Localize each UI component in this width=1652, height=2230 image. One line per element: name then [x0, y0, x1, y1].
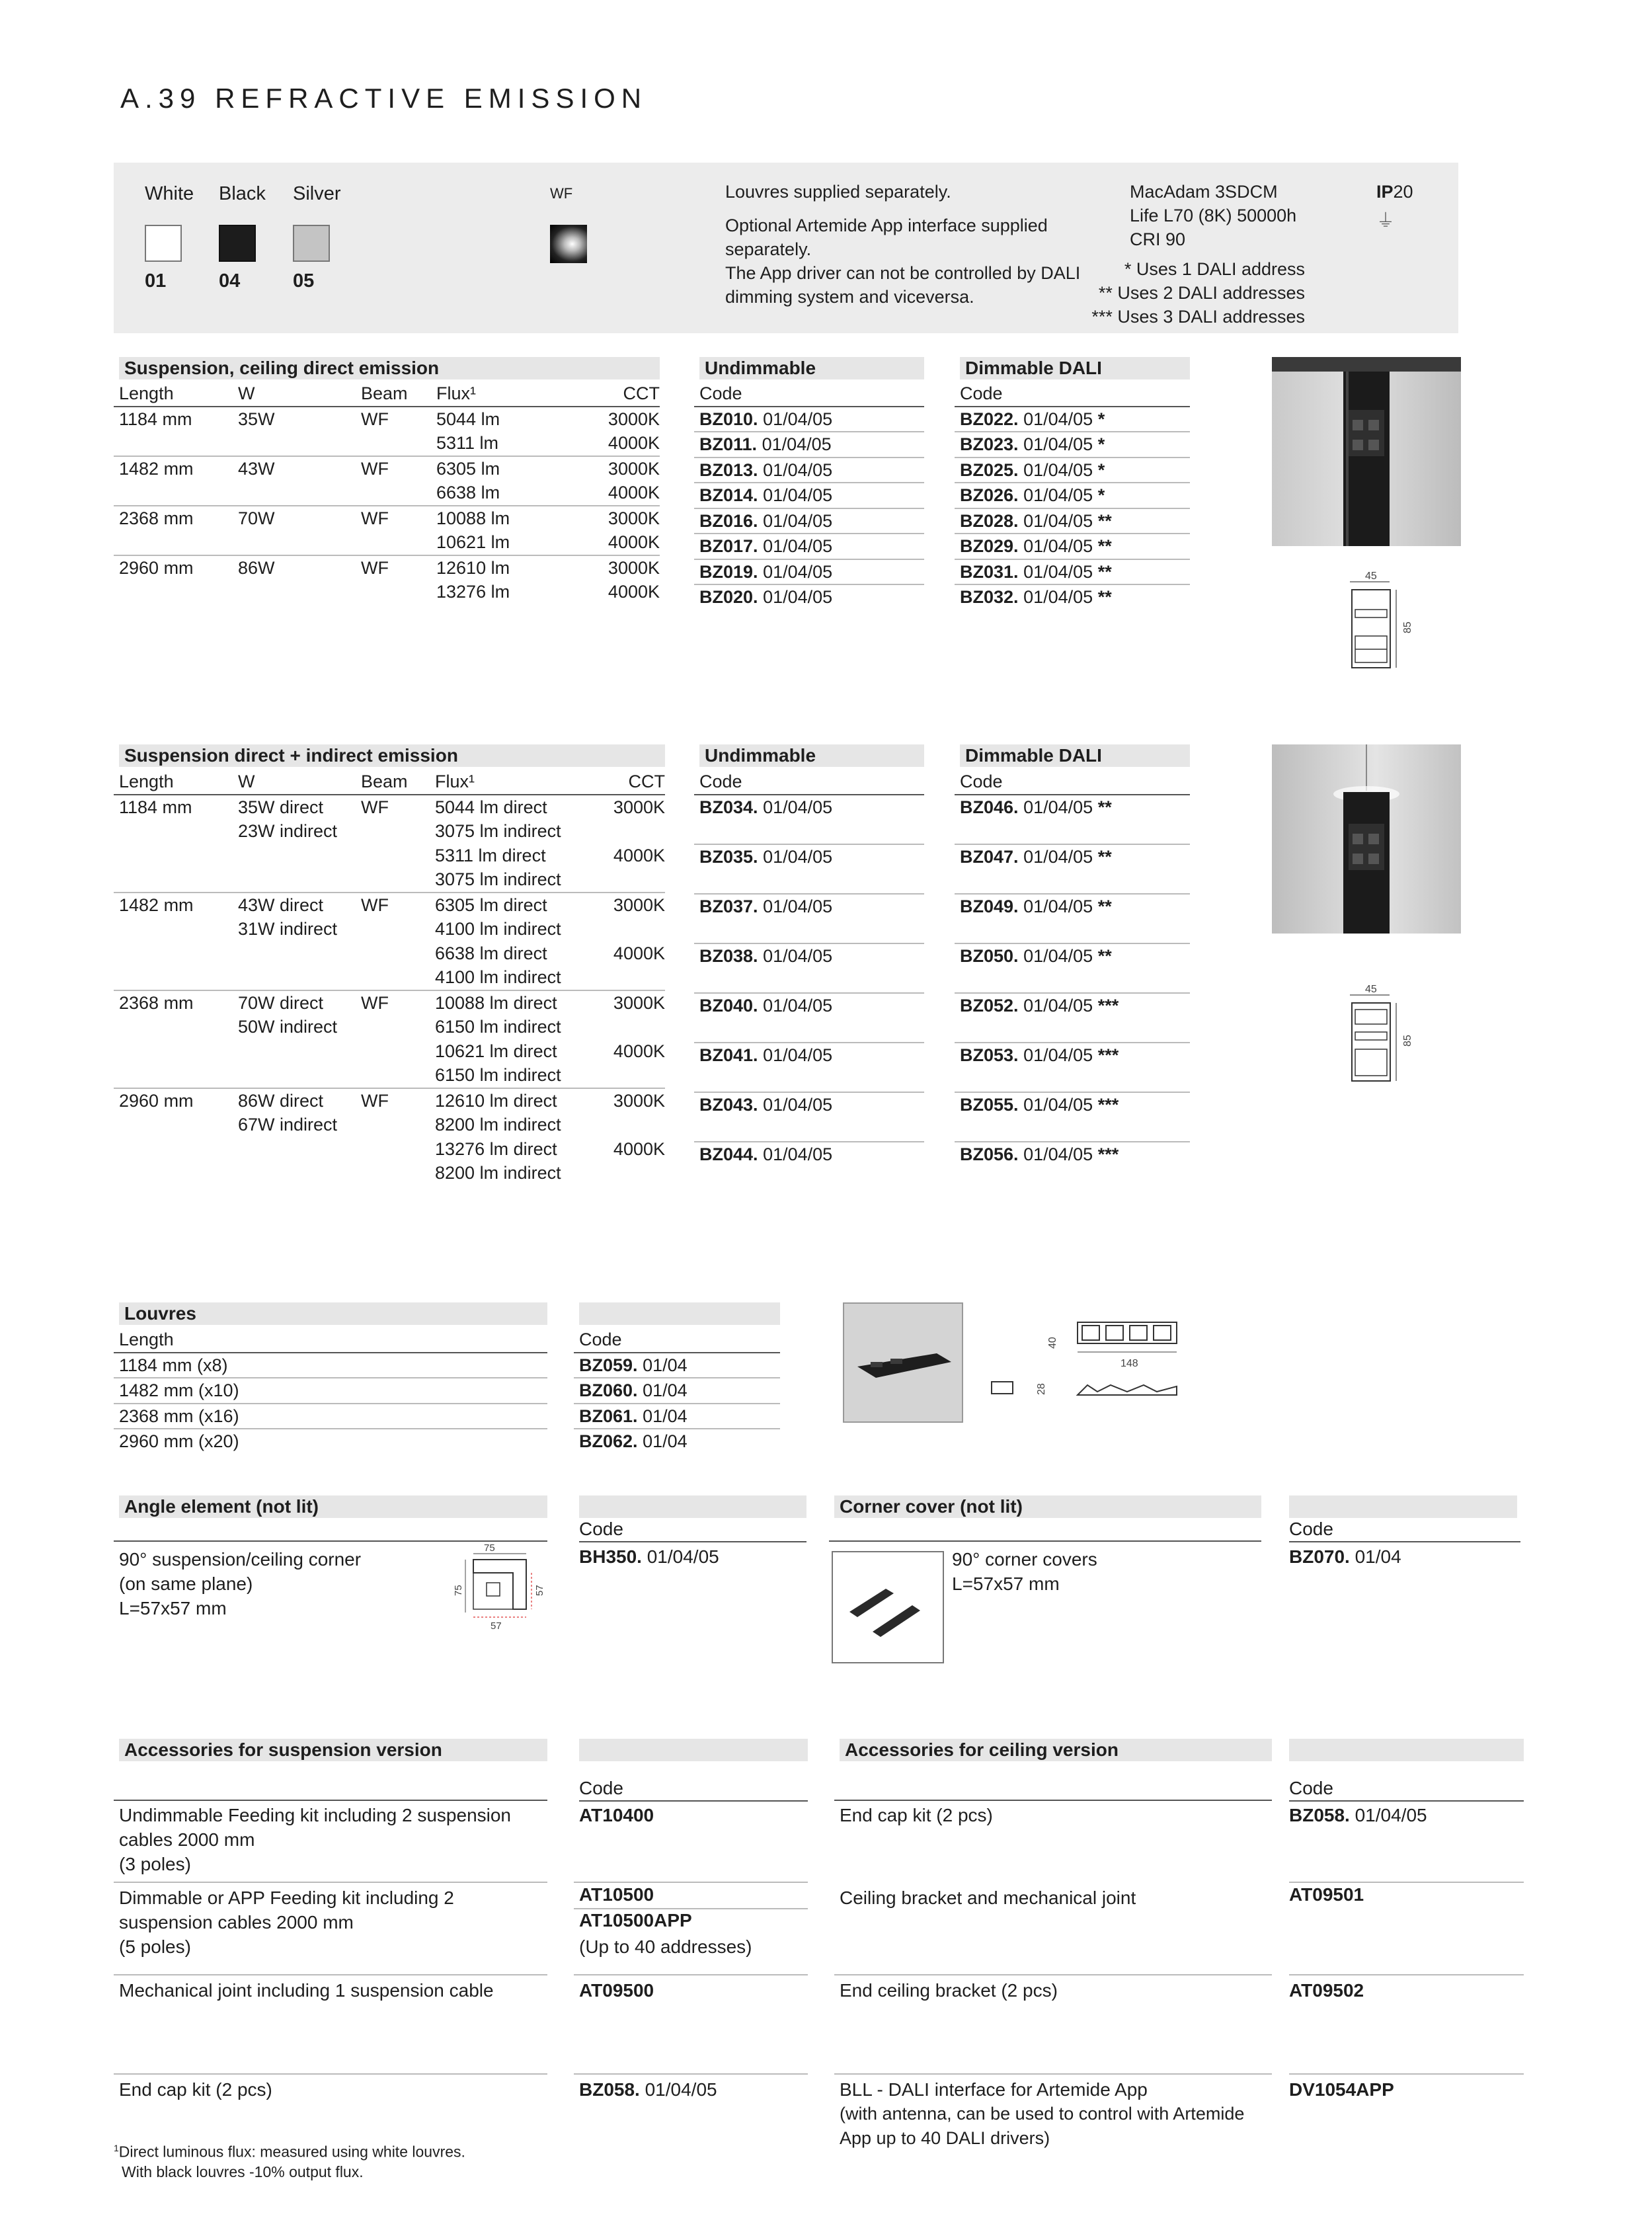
- louvres-title: Louvres: [119, 1302, 547, 1325]
- corner-code: BZ070. 01/04: [1289, 1546, 1401, 1567]
- table-row: 6638 lm direct 4000K: [435, 943, 665, 963]
- spec-dali-1: * Uses 1 DALI address: [1124, 259, 1305, 279]
- finish-label-white: White: [145, 183, 194, 204]
- acc-susp-code-2: AT10500: [579, 1884, 654, 1905]
- acc-susp-code-1: AT10400: [579, 1805, 654, 1825]
- divider: [114, 1882, 547, 1883]
- finish-code-black: 04: [219, 270, 241, 292]
- acc-ceil-item-3: End ceiling bracket (2 pcs): [840, 1980, 1058, 2001]
- table-row: 1184 mm 35W direct WF 5044 lm direct 3000K: [119, 797, 665, 817]
- acc-susp-rule: [114, 1800, 547, 1801]
- acc-susp-item-1-l1: Undimmable Feeding kit including 2 suspension: [119, 1805, 512, 1825]
- divider: [834, 1974, 1272, 1975]
- acc-ceil-item-4-l2: (with antenna, can be used to control with Artemide: [840, 2104, 1245, 2124]
- ip-rating-prefix: IP: [1376, 182, 1394, 202]
- acc-ceil-rule: [834, 1800, 1272, 1801]
- acc-ceil-code-3: AT09502: [1289, 1980, 1364, 2001]
- acc-ceil-item-4-l3: App up to 40 DALI drivers): [840, 2128, 1050, 2148]
- acc-susp-item-1-l3: (3 poles): [119, 1854, 191, 1874]
- section2-dim-title: Dimmable DALI: [960, 744, 1190, 767]
- acc-ceil-title: Accessories for ceiling version: [840, 1739, 1272, 1761]
- finish-code-silver: 05: [293, 270, 315, 292]
- divider: [1289, 2073, 1524, 2075]
- col-code: Code: [694, 381, 924, 407]
- acc-susp-item-1-l2: cables 2000 mm: [119, 1829, 255, 1850]
- angle-code-bar: [579, 1495, 806, 1518]
- dim-c: 57: [491, 1620, 502, 1632]
- finish-code-white: 01: [145, 270, 167, 292]
- section1-dim-table: Code BZ022. 01/04/05 * BZ023. 01/04/05 * BZ025. 01/04/05 * BZ026. 01/04/05 * BZ028. 01/04/05 ** BZ029. 01/04/05 ** BZ031. 01/04/05 ** BZ032. 01/04/05 **: [955, 381, 1190, 610]
- louvres-table: Length 1184 mm (x8) 1482 mm (x10) 2368 mm (x16) 2960 mm (x20): [114, 1328, 547, 1454]
- acc-ceil-item-1: End cap kit (2 pcs): [840, 1805, 993, 1825]
- louvre-photo: [843, 1302, 963, 1423]
- table-row: 2960 mm 86W direct WF 12610 lm direct 3000K: [114, 1088, 665, 1113]
- acc-susp-item-4: End cap kit (2 pcs): [119, 2079, 272, 2100]
- table-row: 13276 lm direct 4000K: [435, 1138, 665, 1159]
- section1-dim-title: Dimmable DALI: [960, 357, 1190, 379]
- acc-ceil-code-2: AT09501: [1289, 1884, 1364, 1905]
- angle-rule: [114, 1540, 547, 1542]
- wf-beam-icon: [550, 225, 587, 263]
- finish-swatch-white: [145, 225, 182, 262]
- section1-undim-table: Code BZ010. 01/04/05 BZ011. 01/04/05 BZ013. 01/04/05 BZ014. 01/04/05 BZ016. 01/04/05 BZ017. 01/04/05 BZ019. 01/04/05 BZ020. 01/04/05: [694, 381, 924, 610]
- table-row: 6638 lm 4000K: [436, 483, 660, 502]
- angle-drawing: [447, 1543, 546, 1636]
- acc-ceil-code-bar: [1289, 1739, 1524, 1761]
- spec-macadam: MacAdam 3SDCM: [1130, 182, 1278, 202]
- dim-h1: 40: [1047, 1337, 1058, 1349]
- section2-dim-table: Code BZ046. 01/04/05 ** BZ047. 01/04/05 ** BZ049. 01/04/05 ** BZ050. 01/04/05 ** BZ052. 01/04/05 *** BZ053. 01/04/05 *** BZ055. 01/04/05 *** BZ056. 01/04/05 ***: [955, 770, 1190, 1191]
- section1-spec-table: [114, 381, 660, 604]
- divider: [114, 1974, 547, 1975]
- acc-ceil-code-4: DV1054APP: [1289, 2079, 1394, 2100]
- page-title: A.39 REFRACTIVE EMISSION: [120, 83, 648, 114]
- col-length: Length: [114, 381, 233, 407]
- corner-code-header: Code: [1289, 1517, 1520, 1542]
- table-row: 13276 lm 4000K: [436, 582, 660, 602]
- dim-width: 45: [1365, 984, 1377, 995]
- note-app-2: separately.: [725, 239, 812, 259]
- note-app-4: dimming system and viceversa.: [725, 287, 974, 307]
- table-row: 5311 lm direct 4000K: [435, 845, 665, 865]
- table-row: 1482 mm 43W WF 6305 lm 3000K: [114, 456, 660, 481]
- divider: [834, 2073, 1272, 2075]
- dim-b: 75: [453, 1585, 464, 1596]
- section1-undim-title: Undimmable: [699, 357, 924, 379]
- dim-d: 57: [534, 1585, 545, 1596]
- angle-desc-2: (on same plane): [119, 1573, 253, 1594]
- corner-desc-1: 90° corner covers: [952, 1549, 1097, 1570]
- dim-h2: 28: [1036, 1383, 1047, 1395]
- dim-w: 148: [1121, 1358, 1138, 1369]
- section2-undim-title: Undimmable: [699, 744, 924, 767]
- finish-label-silver: Silver: [293, 183, 341, 204]
- table-row: 1482 mm 43W direct WF 6305 lm direct 3000K: [114, 893, 665, 918]
- acc-susp-item-3: Mechanical joint including 1 suspension cable: [119, 1980, 494, 2001]
- corner-desc-2: L=57x57 mm: [952, 1573, 1060, 1594]
- acc-ceil-code-1: BZ058. 01/04/05: [1289, 1805, 1427, 1825]
- spec-life: Life L70 (8K) 50000h: [1130, 206, 1297, 225]
- divider: [114, 2073, 547, 2075]
- table-row: 10621 lm direct 4000K: [435, 1041, 665, 1061]
- product-photo-suspension: [1272, 744, 1461, 934]
- acc-susp-code-bar: [579, 1739, 808, 1761]
- acc-ceil-item-4-l1: BLL - DALI interface for Artemide App: [840, 2079, 1148, 2100]
- acc-susp-code-3: AT09500: [579, 1980, 654, 2001]
- acc-susp-title: Accessories for suspension version: [119, 1739, 547, 1761]
- acc-susp-item-2-l1: Dimmable or APP Feeding kit including 2: [119, 1888, 454, 1908]
- acc-susp-item-2-l3: (5 poles): [119, 1936, 191, 1957]
- table-row: 1184 mm 35W WF 5044 lm 3000K: [119, 409, 660, 429]
- corner-cover-photo: [832, 1551, 944, 1663]
- divider: [574, 1974, 808, 1975]
- finish-swatch-black: [219, 225, 256, 262]
- table-row: 2368 mm 70W WF 10088 lm 3000K: [114, 506, 660, 531]
- spec-dali-2: ** Uses 2 DALI addresses: [1098, 283, 1305, 303]
- profile-drawing-1: [1342, 570, 1421, 676]
- profile-drawing-2: [1342, 983, 1421, 1089]
- col-code: Code: [955, 381, 1190, 407]
- table-row: 5311 lm 4000K: [436, 433, 660, 453]
- dim-height: 85: [1402, 1035, 1413, 1047]
- louvres-code-header-bar: [579, 1302, 780, 1325]
- angle-code-header: Code: [579, 1517, 806, 1542]
- spec-cri: CRI 90: [1130, 229, 1186, 249]
- corner-rule: [829, 1540, 1261, 1542]
- louvres-code-table: Code BZ059. 01/04 BZ060. 01/04 BZ061. 01/04 BZ062. 01/04: [574, 1328, 780, 1454]
- angle-desc-1: 90° suspension/ceiling corner: [119, 1549, 362, 1570]
- acc-susp-note-2: (Up to 40 addresses): [579, 1936, 752, 1957]
- col-beam: Beam: [356, 381, 431, 407]
- note-louvres: Louvres supplied separately.: [725, 182, 951, 202]
- acc-susp-code-2b: AT10500APP: [579, 1910, 692, 1931]
- col-flux: Flux¹: [431, 381, 599, 407]
- spec-dali-3: *** Uses 3 DALI addresses: [1091, 307, 1305, 327]
- ground-icon: ⏚: [1376, 210, 1396, 231]
- section2-spec-table: Length W Beam Flux¹ CCT 1184 mm 35W direct WF 5044 lm direct 3000K 23W indirect 3075 lm indirect 5311 lm direct 4000K 3075 lm indirect 1482 mm 43W direct WF 6305 lm direct 3000K 31W indirect 4100 lm indirect 6638 lm direct 4000K 4100 lm indirect 2368 mm 70W direct WF 10088 lm direct 3000K 50W indirect 6150 lm indirect 10621 lm direct 4000K 6150 lm indirect 2960 mm 86W direct WF 12610 lm direct 3000K 67W indirect 8200 lm indirect 13276 lm direct 4000K 8200 lm indirect: [114, 770, 665, 1185]
- dim-width: 45: [1365, 571, 1377, 582]
- section1-title: Suspension, ceiling direct emission: [119, 357, 660, 379]
- note-app-3: The App driver can not be controlled by DALI: [725, 263, 1081, 283]
- acc-ceil-code-header: Code: [1289, 1776, 1524, 1802]
- table-row: 2368 mm 70W direct WF 10088 lm direct 3000K: [114, 990, 665, 1015]
- dim-height: 85: [1402, 621, 1413, 633]
- table-row: 10621 lm 4000K: [436, 532, 660, 552]
- angle-desc-3: L=57x57 mm: [119, 1598, 227, 1618]
- footnote-1: $^1$Direct luminous flux: measured using white louvres.: [114, 2143, 465, 2161]
- section2-title: Suspension direct + indirect emission: [119, 744, 665, 767]
- note-app-1: Optional Artemide App interface supplied: [725, 216, 1048, 235]
- angle-code: BH350. 01/04/05: [579, 1546, 719, 1567]
- wf-label: WF: [550, 185, 573, 202]
- section2-undim-table: Code BZ034. 01/04/05 BZ035. 01/04/05 BZ037. 01/04/05 BZ038. 01/04/05 BZ040. 01/04/05 BZ041. 01/04/05 BZ043. 01/04/05 BZ044. 01/04/05: [694, 770, 924, 1191]
- dim-a: 75: [484, 1543, 495, 1554]
- product-photo-ceiling: [1272, 357, 1461, 546]
- ip-rating-value: 20: [1393, 182, 1413, 202]
- finish-label-black: Black: [219, 183, 266, 204]
- acc-susp-item-2-l2: suspension cables 2000 mm: [119, 1912, 354, 1932]
- acc-ceil-item-2: Ceiling bracket and mechanical joint: [840, 1888, 1136, 1908]
- corner-title: Corner cover (not lit): [834, 1495, 1261, 1518]
- corner-code-bar: [1289, 1495, 1517, 1518]
- col-cct: CCT: [599, 381, 660, 407]
- acc-susp-code-4: BZ058. 01/04/05: [579, 2079, 717, 2100]
- finish-swatch-silver: [293, 225, 330, 262]
- acc-susp-code-header: Code: [579, 1776, 808, 1802]
- divider: [1289, 1974, 1524, 1975]
- divider: [574, 2073, 808, 2075]
- louvre-drawing: [988, 1312, 1187, 1412]
- table-row: 2960 mm 86W WF 12610 lm 3000K: [114, 555, 660, 580]
- angle-title: Angle element (not lit): [119, 1495, 547, 1518]
- col-w: W: [233, 381, 356, 407]
- footnote-2: With black louvres -10% output flux.: [122, 2163, 364, 2180]
